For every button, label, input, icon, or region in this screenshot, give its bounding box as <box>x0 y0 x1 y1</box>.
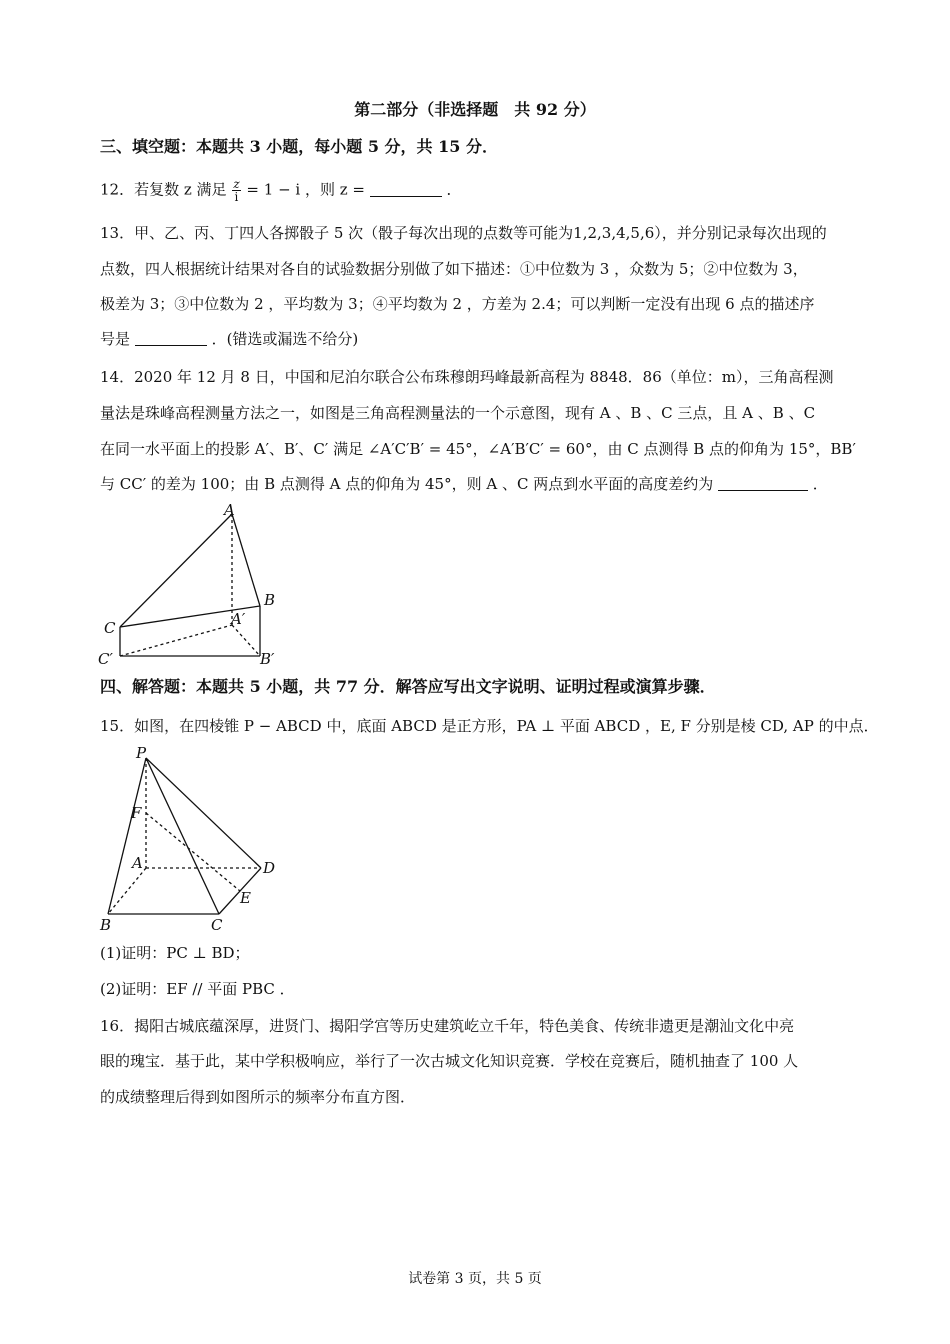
line-C1A1 <box>120 625 232 656</box>
q14-figure <box>94 502 294 670</box>
q12-middle: = 1 − i ，则 z = <box>246 180 365 199</box>
q15-stem: 15．如图，在四棱锥 P − ABCD 中，底面 ABCD 是正方形，PA ⊥ 平面 ABCD ，E, F 分别是棱 CD, AP 的中点． <box>100 717 879 735</box>
section4-heading: 四、解答题：本题共 5 小题，共 77 分．解答应写出文字说明、证明过程或演算步骤． <box>100 677 716 696</box>
label-A: A <box>132 854 143 872</box>
label-C: C <box>211 916 223 934</box>
q14-line4-suffix: ． <box>812 475 828 493</box>
label-B: B <box>264 591 276 609</box>
q13-line4-suffix: ．(错选或漏选不给分) <box>211 330 359 348</box>
label-A1: A′ <box>231 610 246 628</box>
line-A1B1 <box>232 625 260 656</box>
label-D: D <box>263 859 276 877</box>
label-F: F <box>131 804 142 822</box>
q15-figure <box>94 740 294 938</box>
part-title: 第二部分（非选择题 共 92 分） <box>354 100 596 119</box>
q16-line1: 16．揭阳古城底蕴深厚，进贤门、揭阳学宫等历史建筑屹立千年，特色美食、传统非遗更是潮汕文化中亮 <box>100 1017 795 1035</box>
line-AB <box>232 514 260 606</box>
q15-part2: (2)证明：EF // 平面 PBC ． <box>100 980 295 998</box>
q13-line2: 点数，四人根据统计结果对各自的试验数据分别做了如下描述：①中位数为 3 ，众数为 5；②中位数为 3， <box>100 260 808 278</box>
q13-line1: 13．甲、乙、丙、丁四人各掷骰子 5 次（骰子每次出现的点数等可能为1,2,3,4,5,6），并分别记录每次出现的 <box>100 224 827 242</box>
label-C: C <box>104 619 116 637</box>
q13-answer-blank <box>135 331 207 346</box>
section3-heading: 三、填空题：本题共 3 小题，每小题 5 分，共 15 分． <box>100 137 498 156</box>
q14-line4-prefix: 与 CC′ 的差为 100；由 B 点测得 A 点的仰角为 45°，则 A 、C 两点到水平面的高度差约为 <box>100 475 714 493</box>
label-C1: C′ <box>98 650 113 668</box>
segment-FE <box>146 813 240 891</box>
q12-frac-den: i <box>234 190 239 204</box>
q12-fraction <box>232 178 240 203</box>
edge-PD <box>146 758 261 868</box>
q13-line4-prefix: 号是 <box>100 330 131 348</box>
edge-PC <box>146 758 219 914</box>
q14-line3: 在同一水平面上的投影 A′、B′、C′ 满足 ∠A′C′B′ = 45°，∠A′B′C′ = 60°，由 C 点测得 B 点的仰角为 15°，BB′ <box>100 440 856 458</box>
q12-frac-num: z <box>233 177 240 191</box>
page-footer: 试卷第 3 页，共 5 页 <box>408 1271 542 1287</box>
question-12 <box>100 178 462 203</box>
q12-answer-blank <box>370 182 442 197</box>
q16-line3: 的成绩整理后得到如图所示的频率分布直方图． <box>100 1088 416 1106</box>
label-B: B <box>100 916 112 934</box>
q13-line3: 极差为 3；③中位数为 2 ，平均数为 3；④平均数为 2 ，方差为 2.4；可以判断一定没有出现 6 点的描述序 <box>100 295 815 313</box>
q12-suffix: ． <box>446 180 462 199</box>
label-E: E <box>240 889 251 907</box>
q14-line1: 14．2020 年 12 月 8 日，中国和尼泊尔联合公布珠穆朗玛峰最新高程为 8848．86（单位：m），三角高程测 <box>100 368 834 386</box>
line-CA <box>120 514 232 627</box>
q12-prefix: 12．若复数 z 满足 <box>100 180 227 199</box>
q13-line4 <box>100 329 358 349</box>
q15-part1: (1)证明：PC ⊥ BD； <box>100 944 250 962</box>
q16-line2: 眼的瑰宝．基于此，某中学积极响应，举行了一次古城文化知识竞赛．学校在竞赛后，随机抽查了 100 人 <box>100 1052 799 1070</box>
q14-line4 <box>100 474 828 494</box>
label-P: P <box>136 744 147 762</box>
edge-PB <box>108 758 146 914</box>
label-A: A <box>224 502 235 519</box>
q14-line2: 量法是珠峰高程测量方法之一，如图是三角高程测量法的一个示意图，现有 A 、B 、C 三点，且 A 、B 、C <box>100 404 816 422</box>
label-B1: B′ <box>260 650 275 668</box>
q14-answer-blank <box>718 476 808 491</box>
